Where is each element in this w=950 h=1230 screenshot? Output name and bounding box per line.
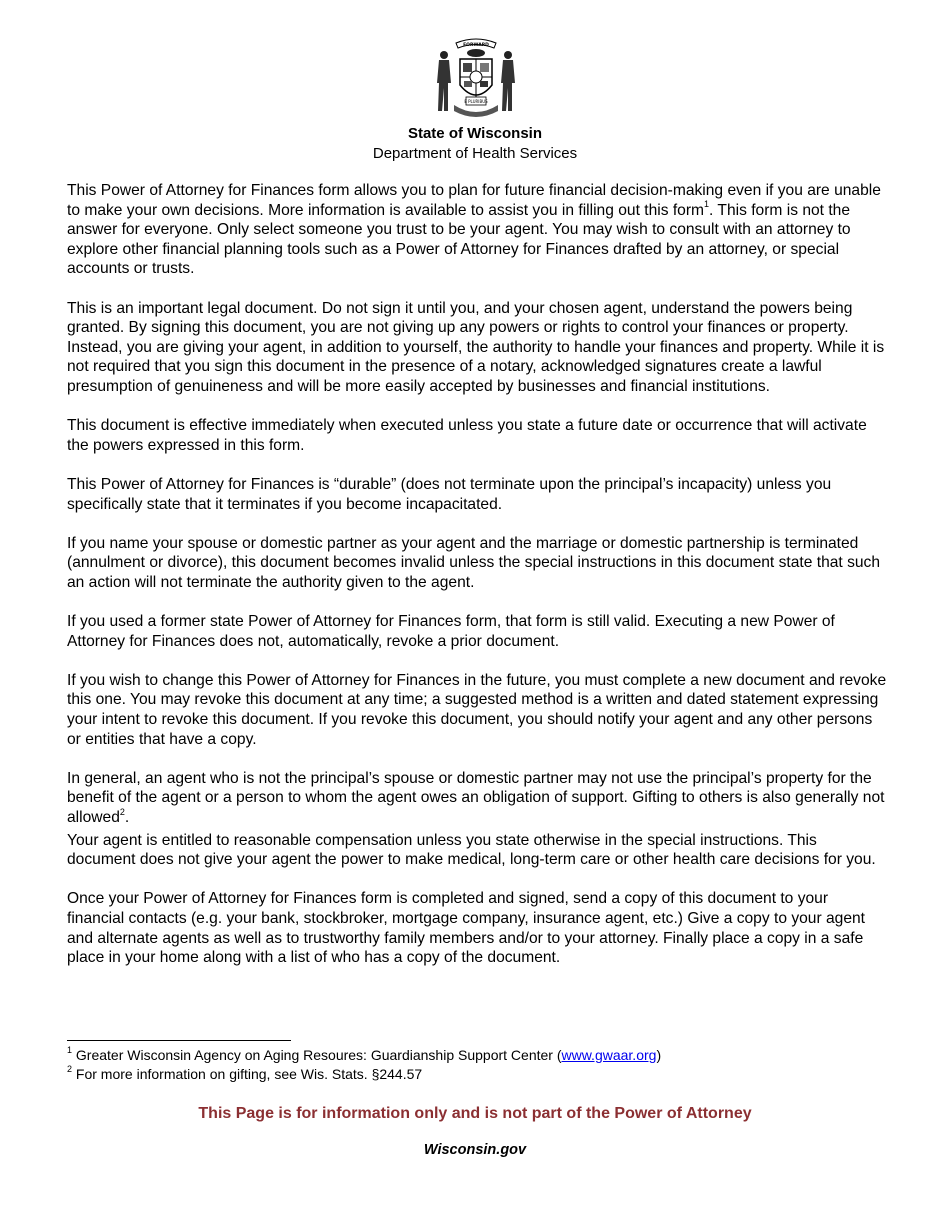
document-body (67, 181, 887, 987)
paragraph-8-text-a: In general, an agent who is not the principal’s spouse or domestic partner may not use the principal’s property for the benefit of the agent or a person to whom the agent owes an obligation of support. Gifting to others is also generally not allowed (67, 769, 885, 826)
paragraph-1-text-a: This Power of Attorney for Finances form allows you to plan for future financial decision-making even if you are unable to make your own decisions. More information is available to assist you in filling out this form (67, 182, 881, 219)
paragraph-10: Once your Power of Attorney for Finances form is completed and signed, send a copy of this document to your financial contacts (e.g. your bank, stockbroker, mortgage company, insurance agent, etc.) Give a copy to your agent and alternate agents as well as to trustworthy family members and/or to your attorney. Finally place a copy in a safe place in your home along with a list of who has a copy of the document. (67, 890, 866, 967)
page-title: State of Wisconsin (407, 125, 543, 142)
svg-text:E PLURIBUS: E PLURIBUS (464, 99, 488, 104)
paragraph-3: This document is effective immediately when executed unless you state a future date or occurrence that will activate the powers expressed in this form. (67, 417, 867, 454)
paragraph-5: If you name your spouse or domestic partner as your agent and the marriage or domestic partnership is terminated (annulment or divorce), this document becomes invalid unless the special instructions in this document state that such an action will not terminate the authority given to the agent. (67, 534, 881, 591)
footnote-2-number: 2 (67, 1064, 73, 1075)
svg-text:FORWARD: FORWARD (463, 43, 489, 48)
gwaar-link[interactable]: www.gwaar.org (561, 1047, 657, 1063)
footnote-1-close: ) (656, 1047, 662, 1063)
paragraph-7: If you wish to change this Power of Attorney for Finances in the future, you must complete a new document and revoke this one. You may revoke this document at any time; a suggested method is a written and dated statement expressing your intent to revoke this document. If you revoke this document, you should notify your agent and any other persons or entities that have a copy. (67, 671, 887, 748)
footer-site: Wisconsin.gov (423, 1142, 527, 1158)
footnote-ref-2: 2 (119, 806, 125, 817)
footnote-divider (67, 1040, 291, 1041)
footnote-1 (67, 1046, 661, 1065)
footnote-ref-1: 1 (704, 199, 710, 210)
footnote-2 (67, 1065, 661, 1084)
footnote-1-text: Greater Wisconsin Agency on Aging Resoures: Guardianship Support Center ( (75, 1047, 562, 1063)
paragraph-9: Your agent is entitled to reasonable compensation unless you state otherwise in the special instructions. This document does not give your agent the power to make medical, long-term care or other health care decisions for you. (67, 831, 876, 869)
paragraph-1-text-b: . This form is not the answer for everyone. Only select someone you trust to be your agent. You may wish to consult with an attorney to explore other financial planning tools such as a Power of Attorney for Finances drafted by an attorney, or special accounts or trusts. (67, 201, 851, 278)
paragraph-2: This is an important legal document. Do not sign it until you, and your chosen agent, understand the powers being granted. By signing this document, you are not giving up any powers or rights to control your finances or property. Instead, you are giving your agent, in addition to yourself, the authority to handle your finances and property. While it is not required that you sign this document in the presence of a notary, acknowledged signatures create a lawful presumption of genuineness and will be more easily accepted by businesses and financial institutions. (67, 299, 885, 395)
information-only-notice: This Page is for information only and is not part of the Power of Attorney (198, 1105, 752, 1122)
paragraph-1 (67, 181, 887, 279)
footnote-2-text: For more information on gifting, see Wis. Stats. §244.57 (75, 1066, 423, 1082)
paragraph-4: This Power of Attorney for Finances is “durable” (does not terminate upon the principal’s incapacity) unless you specifically state that it terminates if you become incapacitated. (67, 475, 832, 513)
paragraph-8 (67, 769, 887, 828)
footnote-1-number: 1 (67, 1045, 73, 1056)
department-subtitle: Department of Health Services (372, 145, 578, 162)
wisconsin-state-seal-icon (430, 33, 522, 123)
footnotes (67, 1046, 661, 1084)
paragraph-8-text-b: . (124, 809, 130, 826)
paragraph-6: If you used a former state Power of Attorney for Finances form, that form is still valid. Executing a new Power of Attorney for Finances does not, automatically, revoke a prior document. (67, 613, 835, 650)
